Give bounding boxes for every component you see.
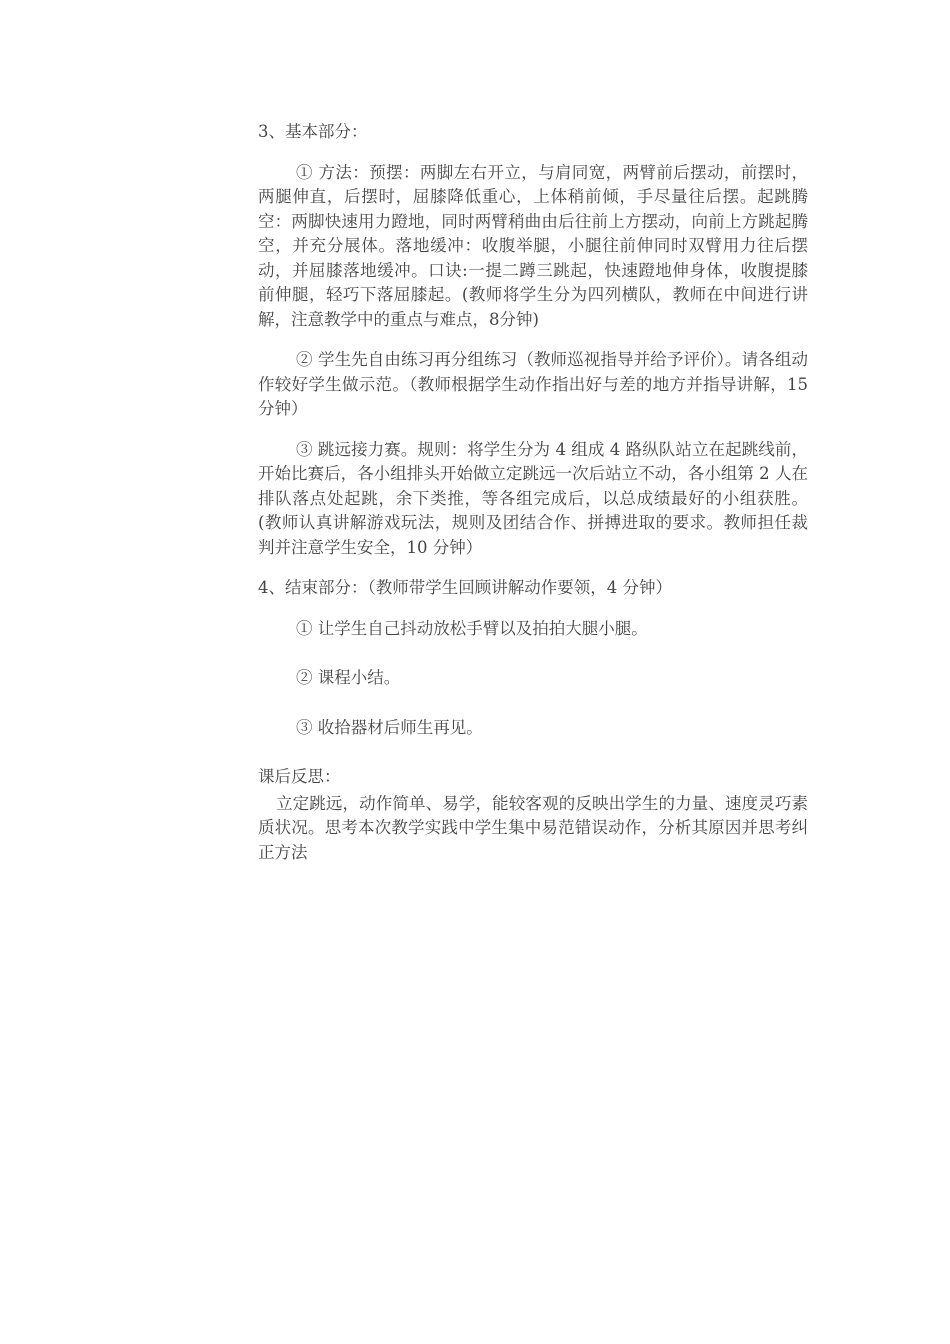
section-3-item-3: ③ 跳远接力赛。规则：将学生分为 4 组成 4 路纵队站立在起跳线前，开始比赛后，各小组排头开始做立定跳远一次后站立不动，各小组第 2 人在排队落点处起跳，余下类推，等各组完成后，以总成绩最好的小组获胜。(教师认真讲解游戏玩法，规则及团结合作、拼搏进取的要求。教师担任裁判并注意学生安全，10 分钟）	[258, 439, 808, 557]
reflection-heading: 课后反思：	[258, 767, 341, 786]
section-4-item-2: ② 课程小结。	[296, 668, 401, 687]
section-4-item-1: ① 让学生自己抖动放松手臂以及拍拍大腿小腿。	[296, 618, 648, 638]
document-body	[258, 120, 808, 881]
reflection-body: 立定跳远，动作简单、易学，能较客观的反映出学生的力量、速度灵巧素质状况。思考本次教学实践中学生集中易范错误动作，分析其原因并思考纠正方法	[258, 793, 808, 862]
section-3-item-1: ① 方法：预摆：两脚左右开立，与肩同宽，两臂前后摆动，前摆时，两腿伸直，后摆时，屈膝降低重心，上体稍前倾，手尽量往后摆。起跳腾空：两脚快速用力蹬地，同时两臂稍曲由后往前上方摆动，向前上方跳起腾空，并充分展体。落地缓冲：收腹举腿，小腿往前伸同时双臂用力往后摆动，并屈膝落地缓冲。口诀:一提二蹲三跳起，快速蹬地伸身体，收腹提膝前伸腿，轻巧下落屈膝起。(教师将学生分为四列横队，教师在中间进行讲解，注意教学中的重点与难点，8分钟)	[258, 162, 808, 329]
section-3-item-2: ② 学生先自由练习再分组练习（教师巡视指导并给予评价）。请各组动作较好学生做示范。（教师根据学生动作指出好与差的地方并指导讲解，15 分钟）	[258, 350, 808, 418]
section-4-item-3: ③ 收拾器材后师生再见。	[296, 717, 483, 737]
section-3-heading: 3、基本部分：	[258, 122, 368, 141]
section-4-heading: 4、结束部分：（教师带学生回顾讲解动作要领，4 分钟）	[258, 578, 672, 597]
